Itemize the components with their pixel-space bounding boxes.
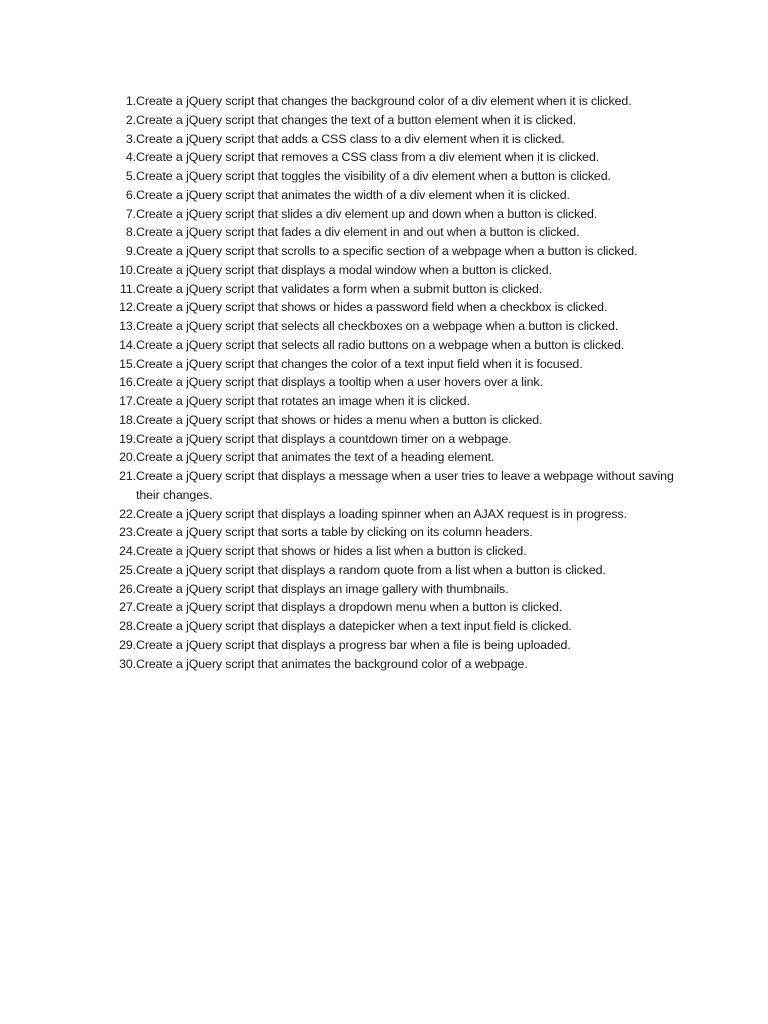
list-item — [108, 430, 708, 449]
list-item — [108, 598, 708, 617]
list-item — [108, 167, 708, 186]
list-item-number: 16. — [119, 375, 136, 390]
list-item — [108, 298, 708, 317]
list-item-text: Create a jQuery script that adds a CSS class to a div element when it is clicked. — [136, 131, 565, 146]
list-item-text: Create a jQuery script that displays a progress bar when a file is being uploaded. — [136, 637, 571, 652]
list-item-text: Create a jQuery script that selects all radio buttons on a webpage when a button is clicked. — [136, 337, 625, 352]
list-item-number: 2. — [125, 112, 136, 127]
list-item-text: Create a jQuery script that slides a div element up and down when a button is clicked. — [136, 206, 598, 221]
list-item-number: 20. — [119, 450, 136, 465]
list-item — [108, 467, 708, 505]
list-item-number: 28. — [119, 619, 136, 633]
list-item-number: 30. — [119, 656, 136, 671]
list-item-number: 21. — [119, 469, 136, 483]
list-item-text: Create a jQuery script that displays a countdown timer on a webpage. — [136, 431, 512, 446]
list-item — [108, 655, 708, 674]
list-item-number: 19. — [119, 431, 136, 446]
list-item — [108, 317, 708, 336]
list-item — [108, 223, 708, 242]
list-item-number: 4. — [125, 150, 136, 165]
list-item — [108, 617, 708, 636]
list-item-text: Create a jQuery script that scrolls to a specific section of a webpage when a button is clicked. — [136, 244, 638, 258]
list-item — [108, 411, 708, 430]
list-item-number: 23. — [119, 525, 136, 540]
list-item-number: 15. — [119, 356, 136, 371]
list-item — [108, 336, 708, 355]
list-item-text: Create a jQuery script that displays an image gallery with thumbnails. — [136, 581, 509, 596]
list-item — [108, 130, 708, 149]
list-item-text: Create a jQuery script that shows or hides a list when a button is clicked. — [136, 544, 527, 558]
list-item — [108, 373, 708, 392]
list-item-number: 9. — [125, 244, 136, 258]
list-item-number: 22. — [119, 506, 136, 521]
list-item-text: Create a jQuery script that displays a datepicker when a text input field is clicked. — [136, 619, 572, 633]
list-item — [108, 523, 708, 542]
list-item-text: Create a jQuery script that changes the background color of a div element when it is clicked. — [136, 94, 632, 108]
list-item-number: 14. — [119, 337, 136, 352]
list-item-text: Create a jQuery script that shows or hides a menu when a button is clicked. — [136, 412, 543, 427]
list-item-number: 3. — [125, 131, 136, 146]
list-item-number: 10. — [119, 262, 136, 277]
list-item — [108, 355, 708, 374]
list-item-text: Create a jQuery script that displays a tooltip when a user hovers over a link. — [136, 375, 543, 390]
list-item-text: Create a jQuery script that animates the width of a div element when it is clicked. — [136, 187, 570, 202]
list-item-text: Create a jQuery script that displays a loading spinner when an AJAX request is in progress. — [136, 506, 627, 521]
list-item-number: 17. — [119, 394, 136, 408]
list-item — [108, 186, 708, 205]
list-item-number: 7. — [125, 206, 136, 221]
list-item-number: 29. — [119, 637, 136, 652]
list-item-number: 25. — [119, 562, 136, 577]
list-item-number: 13. — [119, 319, 136, 333]
list-item-text: Create a jQuery script that displays a message when a user tries to leave a webpage without saving their changes. — [136, 469, 674, 502]
list-item-text: Create a jQuery script that shows or hides a password field when a checkbox is clicked. — [136, 300, 608, 315]
list-item-number: 18. — [119, 412, 136, 427]
list-item-text: Create a jQuery script that rotates an image when it is clicked. — [136, 394, 470, 408]
list-item — [108, 148, 708, 167]
list-item — [108, 261, 708, 280]
list-item-text: Create a jQuery script that sorts a table by clicking on its column headers. — [136, 525, 533, 540]
list-item-number: 11. — [119, 281, 136, 296]
list-item-text: Create a jQuery script that changes the color of a text input field when it is focused. — [136, 356, 583, 371]
list-item — [108, 580, 708, 599]
list-item — [108, 242, 708, 261]
list-item — [108, 448, 708, 467]
list-item-text: Create a jQuery script that changes the text of a button element when it is clicked. — [136, 112, 576, 127]
list-item — [108, 505, 708, 524]
list-item-text: Create a jQuery script that validates a form when a submit button is clicked. — [136, 281, 543, 296]
list-item-text: Create a jQuery script that animates the background color of a webpage. — [136, 656, 528, 671]
list-item — [108, 111, 708, 130]
list-item — [108, 392, 708, 411]
numbered-task-list — [108, 92, 708, 673]
list-item-number: 5. — [125, 169, 136, 183]
list-item — [108, 636, 708, 655]
list-item-text: Create a jQuery script that displays a dropdown menu when a button is clicked. — [136, 600, 563, 615]
list-item — [108, 280, 708, 299]
list-item-text: Create a jQuery script that selects all checkboxes on a webpage when a button is clicked. — [136, 319, 619, 333]
list-item-number: 8. — [125, 225, 136, 240]
list-item — [108, 542, 708, 561]
list-item-text: Create a jQuery script that displays a modal window when a button is clicked. — [136, 262, 552, 277]
list-item-text: Create a jQuery script that fades a div element in and out when a button is clicked. — [136, 225, 580, 240]
list-item-number: 27. — [119, 600, 136, 615]
list-item-number: 24. — [119, 544, 136, 558]
list-item-number: 12. — [119, 300, 136, 315]
list-item-number: 1. — [125, 94, 136, 108]
list-item-text: Create a jQuery script that animates the text of a heading element. — [136, 450, 495, 465]
list-item-text: Create a jQuery script that removes a CSS class from a div element when it is clicked. — [136, 150, 600, 165]
list-item — [108, 561, 708, 580]
list-item — [108, 205, 708, 224]
list-item-text: Create a jQuery script that displays a random quote from a list when a button is clicked. — [136, 562, 606, 577]
list-item-number: 6. — [125, 187, 136, 202]
list-item-text: Create a jQuery script that toggles the visibility of a div element when a button is clicked. — [136, 169, 611, 183]
list-item-number: 26. — [119, 581, 136, 596]
list-item — [108, 92, 708, 111]
